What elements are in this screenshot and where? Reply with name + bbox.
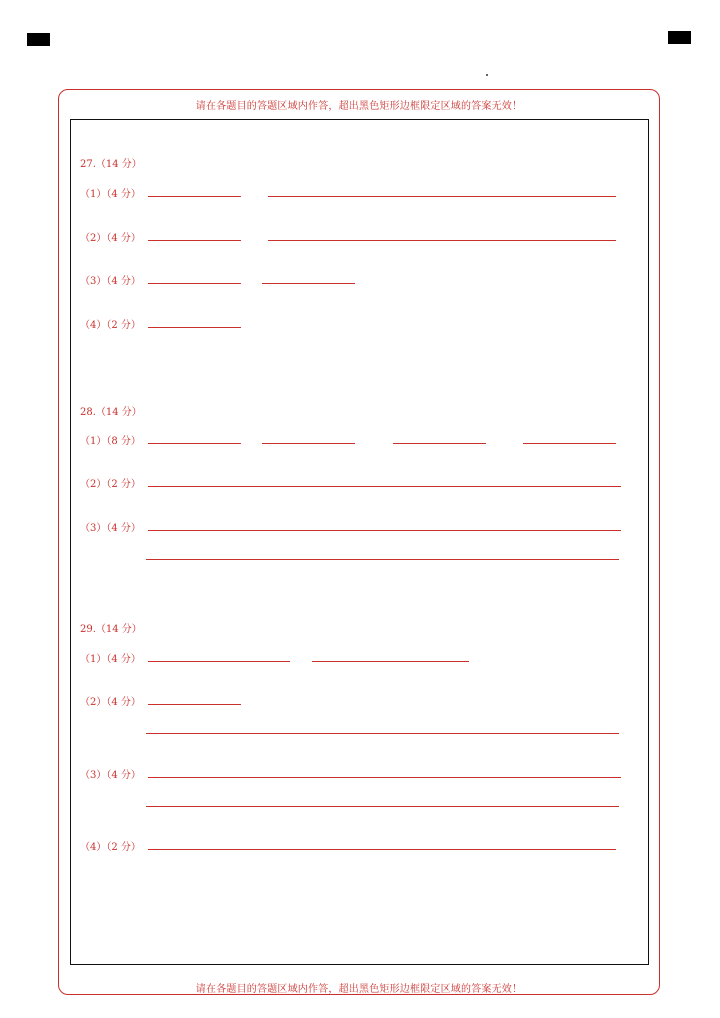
q28-part1-label: （1）（8 分） — [80, 436, 141, 447]
q28-part1-blank-3[interactable] — [393, 443, 486, 444]
q29-part2-blank-1[interactable] — [148, 704, 241, 705]
q27-part1-blank-2[interactable] — [268, 196, 616, 197]
q29-part1-label: （1）（4 分） — [80, 654, 141, 665]
q28-part3-blank-2[interactable] — [146, 559, 619, 560]
q29-part1-blank-1[interactable] — [148, 661, 290, 662]
registration-dot — [486, 74, 488, 76]
header-notice: 请在各题目的答题区域内作答，超出黑色矩形边框限定区域的答案无效！ — [195, 101, 523, 112]
q27-part3-label: （3）（4 分） — [80, 276, 141, 287]
q29-part4-label: （4）（2 分） — [80, 842, 141, 853]
q28-part2-label: （2）（2 分） — [80, 479, 141, 490]
q29-part3-label: （3）（4 分） — [80, 770, 141, 781]
q27-part2-label: （2）（4 分） — [80, 233, 141, 244]
q28-part3-label: （3）（4 分） — [80, 523, 141, 534]
q28-part2-blank-1[interactable] — [148, 486, 621, 487]
answer-area-border — [70, 119, 649, 965]
q29-part4-blank-1[interactable] — [148, 849, 616, 850]
q27-part4-label: （4）（2 分） — [80, 320, 141, 331]
q29-part1-blank-2[interactable] — [312, 661, 469, 662]
q28-part3-blank-1[interactable] — [148, 530, 621, 531]
question-28-title: 28.（14 分） — [80, 407, 142, 418]
q27-part2-blank-1[interactable] — [148, 240, 241, 241]
alignment-mark-right — [668, 31, 691, 44]
q27-part3-blank-1[interactable] — [148, 283, 241, 284]
q28-part1-blank-2[interactable] — [262, 443, 355, 444]
question-29-title: 29.（14 分） — [80, 624, 142, 635]
q28-part1-blank-4[interactable] — [523, 443, 616, 444]
footer-notice: 请在各题目的答题区域内作答，超出黑色矩形边框限定区域的答案无效！ — [195, 984, 523, 995]
q27-part1-blank-1[interactable] — [148, 196, 241, 197]
q27-part3-blank-2[interactable] — [262, 283, 355, 284]
q27-part1-label: （1）（4 分） — [80, 189, 141, 200]
q29-part2-blank-2[interactable] — [146, 733, 619, 734]
q27-part4-blank-1[interactable] — [148, 327, 241, 328]
q27-part2-blank-2[interactable] — [268, 240, 616, 241]
alignment-mark-left — [27, 33, 50, 46]
q28-part1-blank-1[interactable] — [148, 443, 241, 444]
q29-part3-blank-2[interactable] — [146, 806, 619, 807]
q29-part3-blank-1[interactable] — [148, 777, 621, 778]
question-27-title: 27.（14 分） — [80, 159, 142, 170]
q29-part2-label: （2）（4 分） — [80, 697, 141, 708]
